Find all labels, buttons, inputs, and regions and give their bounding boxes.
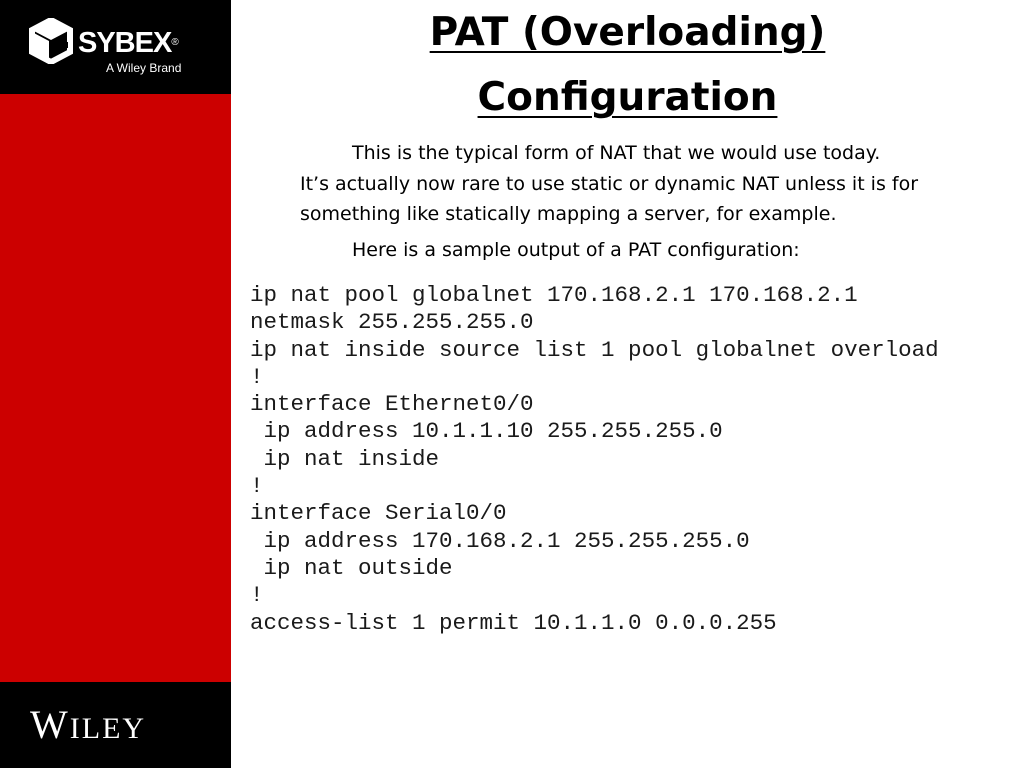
code-line: ip nat inside (250, 445, 440, 472)
brand-sidebar (0, 0, 231, 768)
code-line: ip nat outside (250, 554, 453, 581)
sybex-logo (28, 18, 198, 78)
code-line: interface Serial0/0 (250, 500, 507, 527)
code-line: ! (250, 473, 264, 500)
code-line: access-list 1 permit 10.1.1.0 0.0.0.255 (250, 609, 777, 636)
code-line: ip address 170.168.2.1 255.255.255.0 (250, 527, 750, 554)
slide-title (231, 0, 1024, 130)
sybex-wordmark: SYBEX® (78, 27, 179, 59)
slide-title-line-2: Configuration (477, 75, 778, 120)
code-line: ip address 10.1.1.10 255.255.255.0 (250, 418, 723, 445)
code-line: ip nat pool globalnet 170.168.2.1 170.168.2.1 (250, 282, 858, 308)
intro-paragraph (300, 138, 960, 230)
sample-output-heading: Here is a sample output of a PAT configuration: (352, 239, 800, 261)
code-line: ! (250, 363, 264, 390)
code-line: ip nat inside source list 1 pool globalnet overload (250, 336, 939, 363)
slide-title-line-1: PAT (Overloading) (429, 10, 826, 55)
pat-config-code-block (250, 282, 939, 637)
sybex-cube-icon (28, 18, 74, 64)
wiley-logo: WILEY (30, 702, 147, 747)
intro-first-line: This is the typical form of NAT that we would use today. (352, 142, 881, 164)
code-line: netmask 255.255.255.0 (250, 309, 534, 336)
code-line: ! (250, 582, 264, 609)
intro-continuation: It’s actually now rare to use static or dynamic NAT unless it is for something like statically mapping a server, for example. (300, 172, 919, 225)
code-line: interface Ethernet0/0 (250, 391, 534, 418)
sybex-tagline: A Wiley Brand (106, 61, 182, 75)
sidebar-header-band (0, 0, 231, 94)
